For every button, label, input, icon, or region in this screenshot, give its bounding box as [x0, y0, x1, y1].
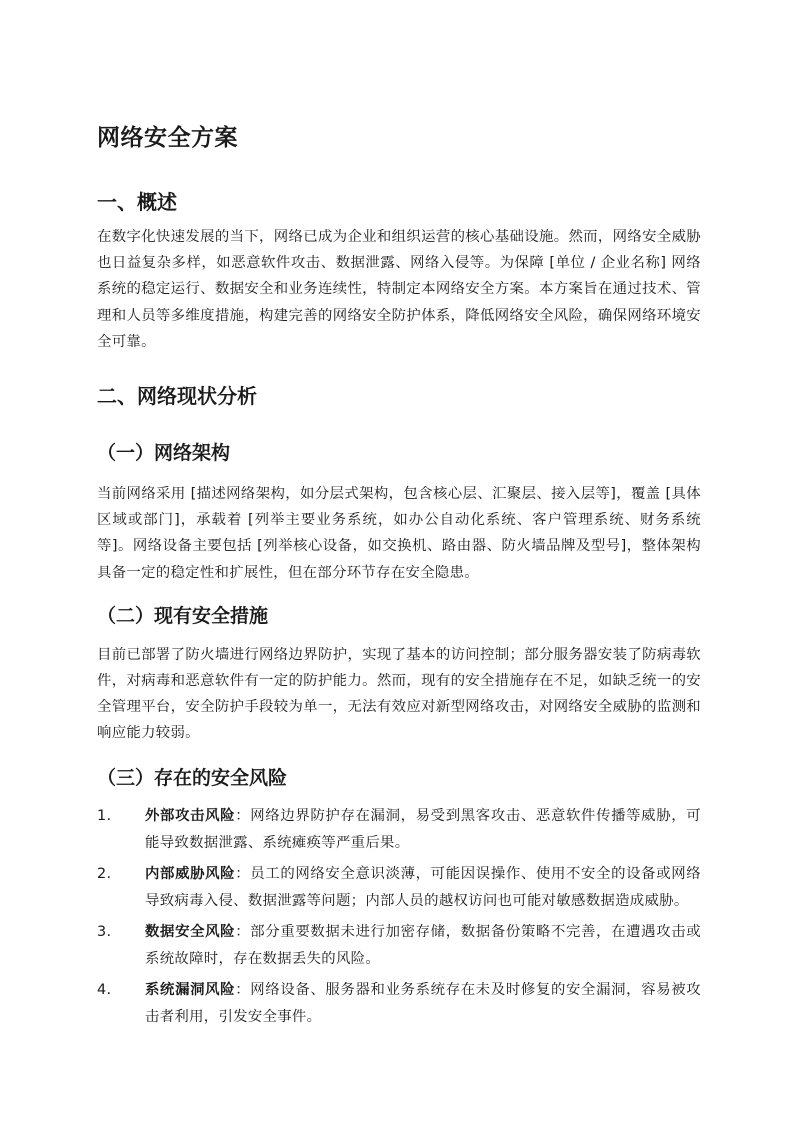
- subsection-heading-architecture: （一）网络架构: [97, 442, 231, 465]
- risk-term: 系统漏洞风险: [145, 981, 236, 998]
- document-title: 网络安全方案: [97, 125, 238, 151]
- risk-description: ：网络设备、服务器和业务系统存在未及时修复的安全漏洞，容易被攻击者利用，引发安全事件。: [145, 981, 701, 1025]
- subsection-heading-existing-measures: （二）现有安全措施: [97, 604, 269, 627]
- list-number: 2.: [97, 865, 112, 882]
- architecture-paragraph: 当前网络采用 [描述网络架构，如分层式架构，包含核心层、汇聚层、接入层等]，覆盖 [具体区域或部门]，承载着 [列举主要业务系统，如办公自动化系统、客户管理系统、财务系统等]。网络设备主要包括 [列举核心设备，如交换机、路由器、防火墙品牌及型号]，整体架构具备一定的稳定性和扩展性，但在部分环节存在安全隐患。: [97, 486, 701, 581]
- risk-term: 数据安全风险: [145, 923, 236, 940]
- risk-item-external-attack: [97, 803, 701, 857]
- overview-paragraph: 在数字化快速发展的当下，网络已成为企业和组织运营的核心基础设施。然而，网络安全威胁也日益复杂多样，如恶意软件攻击、数据泄露、网络入侵等。为保障 [单位 / 企业名称] 网络系统的稳定运行、数据安全和业务连续性，特制定本网络安全方案。本方案旨在通过技术、管理和人员等多维度措施，构建完善的网络安全防护体系，降低网络安全风险，确保网络环境安全可靠。: [97, 229, 701, 350]
- risk-description: ：部分重要数据未进行加密存储，数据备份策略不完善，在遭遇攻击或系统故障时，存在数据丢失的风险。: [145, 923, 701, 967]
- list-number: 4.: [97, 981, 112, 998]
- security-risk-list: [97, 803, 701, 1031]
- risk-item-system-vulnerability: [97, 977, 701, 1031]
- risk-description: ：网络边界防护存在漏洞，易受到黑客攻击、恶意软件传播等威胁，可能导致数据泄露、系统瘫痪等严重后果。: [145, 807, 701, 851]
- list-number: 3.: [97, 923, 112, 940]
- risk-term: 内部威胁风险: [145, 865, 236, 882]
- section-heading-network-status: 二、网络现状分析: [97, 384, 257, 409]
- risk-term: 外部攻击风险: [145, 807, 236, 824]
- risk-item-data-security: [97, 919, 701, 973]
- list-number: 1.: [97, 807, 112, 824]
- subsection-heading-security-risks: （三）存在的安全风险: [97, 766, 288, 789]
- section-heading-overview: 一、概述: [97, 190, 177, 214]
- risk-description: ：员工的网络安全意识淡薄，可能因误操作、使用不安全的设备或网络导致病毒入侵、数据泄露等问题；内部人员的越权访问也可能对敏感数据造成威胁。: [145, 865, 701, 909]
- existing-measures-paragraph: 目前已部署了防火墙进行网络边界防护，实现了基本的访问控制；部分服务器安装了防病毒软件，对病毒和恶意软件有一定的防护能力。然而，现有的安全措施存在不足，如缺乏统一的安全管理平台，安全防护手段较为单一，无法有效应对新型网络攻击，对网络安全威胁的监测和响应能力较弱。: [97, 646, 701, 742]
- risk-item-internal-threat: [97, 861, 701, 915]
- document-page: [97, 118, 701, 1031]
